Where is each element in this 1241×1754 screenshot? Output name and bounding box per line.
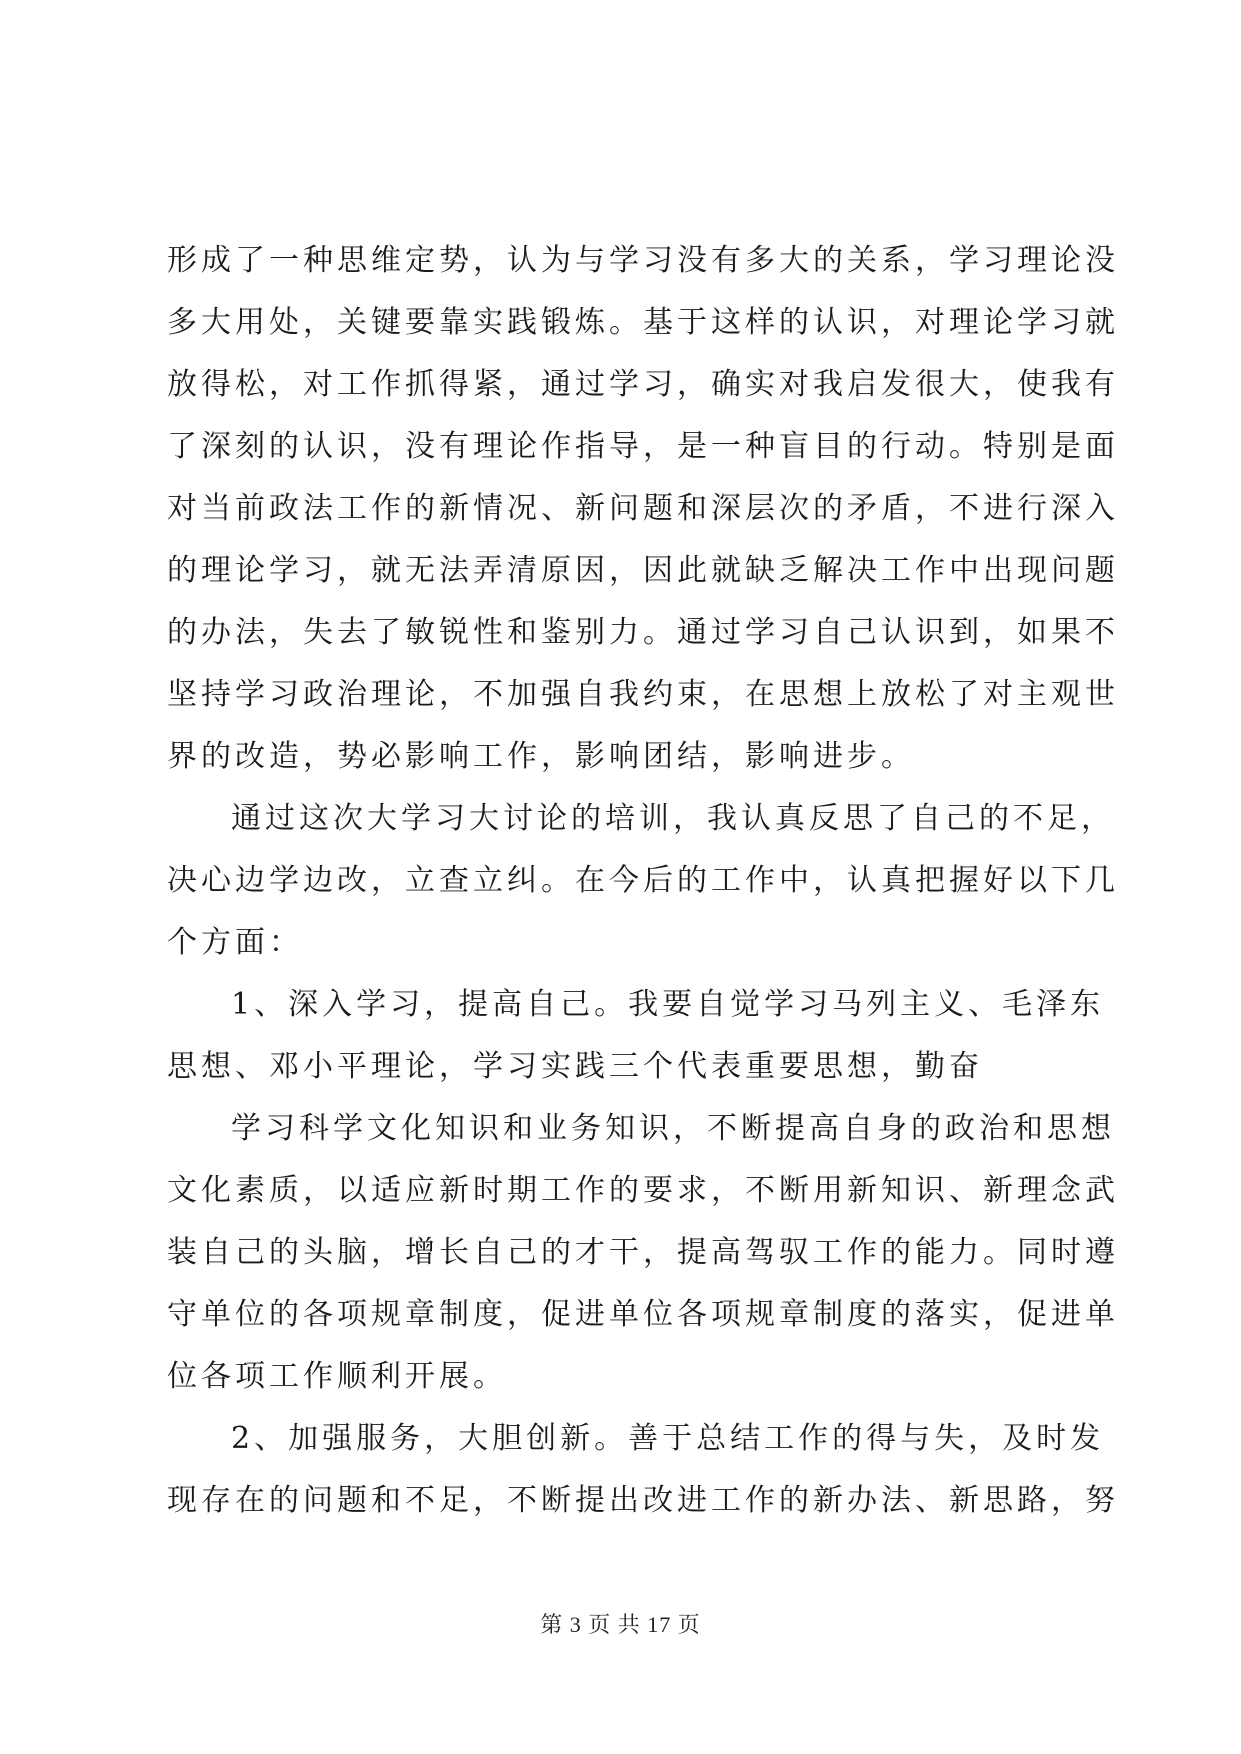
text-line: 的办法，失去了敏锐性和鉴别力。通过学习自己认识到，如果不 [167,615,1119,650]
text-line: 装自己的头脑，增长自己的才干，提高驾驭工作的能力。同时遵 [167,1235,1119,1270]
page-number-footer: 第 3 页 共 17 页 [540,1612,701,1637]
text-line: 对当前政法工作的新情况、新问题和深层次的矛盾，不进行深入 [167,491,1119,526]
text-line: 的理论学习，就无法弄清原因，因此就缺乏解决工作中出现问题 [167,553,1119,588]
text-line: 文化素质，以适应新时期工作的要求，不断用新知识、新理念武 [167,1173,1119,1208]
text-line: 坚持学习政治理论，不加强自我约束，在思想上放松了对主观世 [167,677,1119,712]
text-line: 了深刻的认识，没有理论作指导，是一种盲目的行动。特别是面 [167,429,1119,464]
paragraph-start-line: 1、深入学习，提高自己。我要自觉学习马列主义、毛泽东 [231,987,1105,1022]
paragraph-start-line: 2、加强服务，大胆创新。善于总结工作的得与失，及时发 [231,1421,1105,1456]
text-line: 多大用处，关键要靠实践锻炼。基于这样的认识，对理论学习就 [167,305,1119,340]
text-line: 位各项工作顺利开展。 [167,1359,507,1394]
text-line: 放得松，对工作抓得紧，通过学习，确实对我启发很大，使我有 [167,367,1119,402]
text-line: 现存在的问题和不足，不断提出改进工作的新办法、新思路，努 [167,1483,1119,1518]
text-line: 决心边学边改，立查立纠。在今后的工作中，认真把握好以下几 [167,863,1119,898]
paragraph-start-line: 学习科学文化知识和业务知识，不断提高自身的政治和思想 [231,1111,1115,1146]
text-line: 思想、邓小平理论，学习实践三个代表重要思想，勤奋 [167,1049,983,1084]
body-text [167,230,1119,1532]
text-line: 守单位的各项规章制度，促进单位各项规章制度的落实，促进单 [167,1297,1119,1332]
text-line: 个方面： [167,925,303,960]
text-line: 界的改造，势必影响工作，影响团结，影响进步。 [167,739,915,774]
paragraph-start-line: 通过这次大学习大讨论的培训，我认真反思了自己的不足， [231,801,1115,836]
text-line: 形成了一种思维定势，认为与学习没有多大的关系，学习理论没 [167,243,1119,278]
